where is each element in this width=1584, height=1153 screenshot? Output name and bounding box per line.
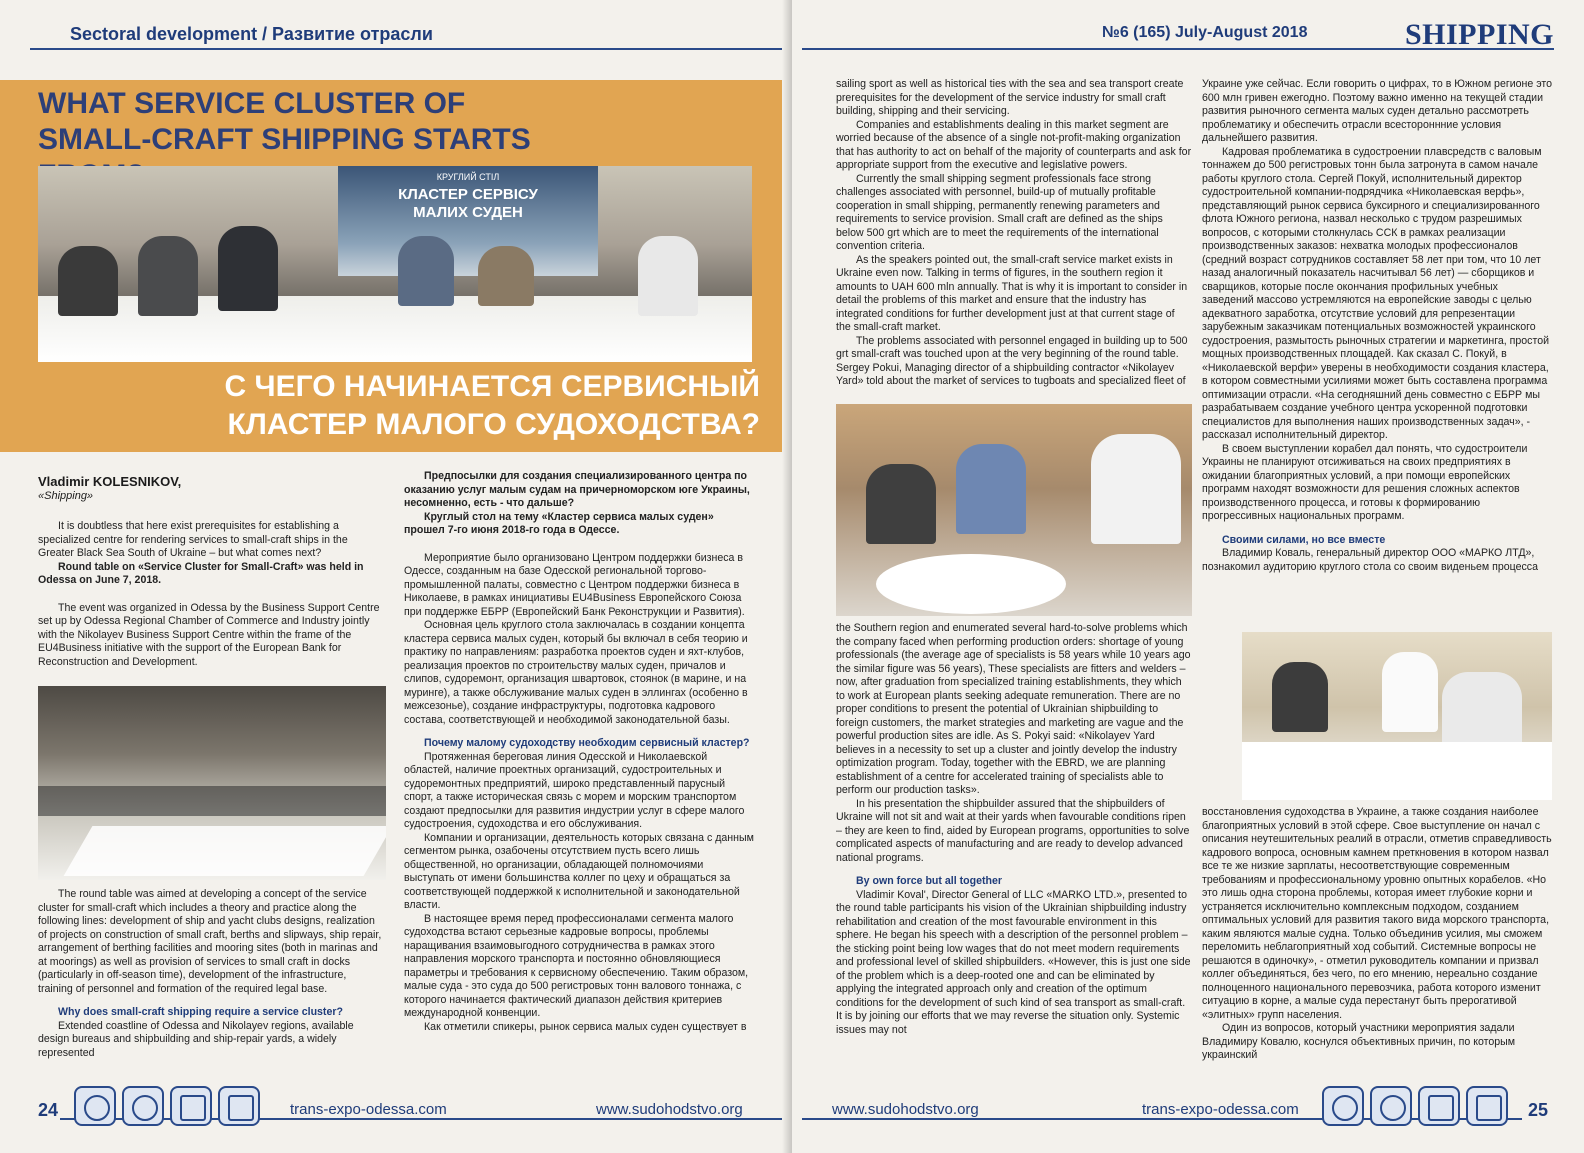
footer-link-sudohodstvo[interactable]: www.sudohodstvo.org: [832, 1101, 979, 1118]
paragraph: Компании и организации, деятельность которых связана с данным сегментом рынка, озабочены отсутствием пусть всего лишь общественной, но организации, обладающей полномочиями выступать от имени большинства коллег по цеху и обращаться за соответствующей поддержкой к исполнительной и законодательной власти.: [404, 831, 754, 911]
paragraph: Companies and establishments dealing in this market segment are worried because of the absence of a single not-profit-making organization that has authority to act on behalf of the majority of counterparts and ask for appropriate support from the executive and legislative powers.: [836, 118, 1192, 171]
paragraph: В своем выступлении корабел дал понять, что судостроители Украины не планируют отсиживаться на своих предприятиях в ожидании благоприятных условий, а при помощи европейских программ находят возможности для решения сложных аспектов производственного процесса, и готовы к формированию прогрессивных национальных программ.: [1202, 442, 1528, 522]
participant-figure: [866, 464, 936, 544]
paragraph: Владимир Коваль, генеральный директор ООО «МАРКО ЛТД», познакомил аудиторию круглого стола со своим виденьем процесса: [1202, 547, 1538, 573]
table-cloth: [64, 826, 386, 876]
paragraph: The problems associated with personnel engaged in building up to 500 grt small-craft was touched upon at the very beginning of the round table. Sergey Pokui, Managing director of a shipbuilding contractor «Nikolayev Yard» told about the market of services to tugboats and specialized fleet of: [836, 334, 1188, 387]
paragraph: It is doubtless that here exist prerequisites for establishing a specialized centre for rendering services to small-craft ships in the Greater Black Sea South of Ukraine – but what comes next?: [38, 520, 348, 559]
lead-paragraph: Круглый стол на тему «Кластер сервиса малых суден» прошел 7-го июня 2018-го года в Одессе.: [404, 510, 714, 536]
partner-logo: [1322, 1086, 1364, 1126]
table-cloth: [1242, 742, 1552, 800]
subheading: Почему малому судоходству необходим сервисный кластер?: [424, 737, 750, 749]
participant-figure: [638, 236, 698, 316]
partner-logo: [218, 1086, 260, 1126]
headline-russian: С ЧЕГО НАЧИНАЕТСЯ СЕРВИСНЫЙ КЛАСТЕР МАЛОГО СУДОХОДСТВА?: [224, 370, 760, 441]
paragraph: Основная цель круглого стола заключалась в создании концепта кластера сервиса малых суден, который бы включал в себя теорию и практику по направлениям: разработка проектов суден и яхт-клубов, реализация проектов по строительству малых суден, причалов и слипов, судоремонт, организация швартовок, стоянок (в марине, и на муринге), а также обслуживание малых суден в эллингах (особенно в межсезонье), создание инфраструктуры, подготовка кадрового состава, соответствующей и необходимой законодательной базы.: [404, 619, 748, 726]
column-russian-right-top: [1202, 78, 1552, 574]
paragraph: sailing sport as well as historical ties with the sea and sea transport create prerequisites for the development of the service industry for small craft building, shipping and their servicing.: [836, 78, 1184, 117]
participant-figure: [956, 444, 1026, 534]
issue-info: №6 (165) July-August 2018: [1102, 24, 1308, 41]
header-rule: [30, 48, 782, 50]
footer-link-sudohodstvo[interactable]: www.sudohodstvo.org: [596, 1101, 743, 1118]
column-english-right-top: [836, 78, 1192, 389]
participant-figure: [138, 236, 198, 316]
participant-figure: [478, 246, 534, 306]
audience-row: [38, 786, 386, 816]
paragraph: Один из вопросов, который участники мероприятия задали Владимиру Ковалю, коснулся объективных причин, по которым украинский: [1202, 1022, 1516, 1061]
paragraph: As the speakers pointed out, the small-craft service market exists in Ukraine even now. Talking in terms of figures, in the southern region it amounts to UAH 600 mln annually. That is why it is important to consider in detail the problems of this market and ensure that the industry has integrated conditions for further development just at that current stage of the small-craft market.: [836, 253, 1188, 333]
paragraph: Vladimir Koval', Director General of LLC «MARKO LTD.», presented to the round table participants his vision of the Ukrainian shipbuilding industry rehabilitation and creation of the most favourable environment in this sphere. He began his speech with a description of the personnel problem – the sticking point being low wages that do not meet modern requirements and professional level of skilled shipbuilders. «However, this is just one side of the problem which is a deep-rooted one and can be eliminated by applying the integrated approach only and creation of the optimum conditions for the development of such kind of sea transport as small-craft. It is by joining our efforts that we may reverse the situation only. Systemic issues may not: [836, 888, 1191, 1036]
column-russian-right-bottom: [1202, 806, 1552, 1063]
participant-figure: [1272, 662, 1328, 732]
banner-screen: [338, 166, 598, 276]
round-table-photo-hall: [38, 686, 386, 880]
paragraph: Кадровая проблематика в судостроении плавсредств с валовым тоннажем до 500 регистровых тонн была затронута в самом начале работы круглого стола. Сергей Покуй, исполнительный директор судостроительной компании-подрядчика «Николаевская верфь», представляющий рынок сервиса буксирного и специализированного флота Южного региона, назвал несколько с трудом разрешимых вопросов, с которыми столкнулась ССК в рамках реализации производственных заказов: нехватка молодых профессионалов (средний возраст сотрудников составляет 58 лет при том, что 10 лет назад аналогичный показатель насчитывал 56 лет) — сборщиков и сварщиков, которые после окончания профильных учебных заведений массово устремляются на европейские заводы с целью адекватного заработка, отсутствие условий для репрезентации зарубежным заказчикам потенциальных возможностей украинского судостроения, размытость рыночных стратегии и маркетинга, простой мощных производственных площадей. Как сказал С. Покуй, в «Николаевской верфи» уверены в необходимости создания кластера, в котором совместными усилиями может быть составлена программа оптимизации отрасли. «На сегодняшний день совместно с ЕБРР мы разрабатываем создание учебного центра ускоренной подготовки специалистов для выполнения наших производственных задач», - рассказал исполнительный директор.: [1202, 145, 1550, 441]
partner-logo: [1370, 1086, 1412, 1126]
table-cloth: [876, 554, 1066, 614]
footer-link-trans-expo[interactable]: trans-expo-odessa.com: [290, 1101, 447, 1118]
footer-link-trans-expo[interactable]: trans-expo-odessa.com: [1142, 1101, 1299, 1118]
participant-figure: [58, 246, 118, 316]
partner-logo: [122, 1086, 164, 1126]
subheading: Why does small-craft shipping require a service cluster?: [58, 1006, 343, 1018]
participant-figure: [218, 226, 278, 311]
paragraph: Round table on «Service Cluster for Small-Craft» was held in Odessa on June 7, 2018.: [38, 560, 364, 586]
paragraph: Currently the small shipping segment professionals face strong challenges associated with personnel, build-up of mutually profitable cooperation in small shipping, permanently renewing parameters and requirements to service provision. Small craft are defined as the ships below 500 grt which are to meet the requirements of the international convention criteria.: [836, 172, 1163, 252]
paragraph: The event was organized in Odessa by the Business Support Centre set up by Odessa Regional Chamber of Commerce and Industry jointly with the Nikolayev Business Support Centre within the frame of the EU4Business initiative with the support of the European Bank for Reconstruction and Development.: [38, 601, 380, 668]
lead-paragraph: Предпосылки для создания специализированного центра по оказанию услуг малым судам на причерноморском юге Украины, несомненно, есть - что дальше?: [404, 470, 750, 509]
paragraph: Extended coastline of Odessa and Nikolayev regions, available design bureaus and shipbuilding and ship-repair yards, a widely represented: [38, 1019, 354, 1059]
page-number-left: 24: [38, 1100, 59, 1120]
paragraph: Как отметили спикеры, рынок сервиса малых суден существует в: [424, 1020, 747, 1033]
right-page: [792, 0, 1584, 1153]
paragraph: The round table was aimed at developing a concept of the service cluster for small-craft which includes a theory and practice along the following lines: development of ship and yacht clubs designs, realization of projects on construction of small craft, berths and slipways, ship repair, arrangement of berthing facilities and mooring sites (both in marinas and at moorings) as well as provision of services to small craft in docks (particularly in off-season time), development of the infrastructure, training of personnel and formation of the required legal base.: [38, 888, 382, 995]
author-source: «Shipping»: [38, 490, 94, 502]
subheading: Своими силами, но все вместе: [1222, 533, 1386, 546]
paragraph: Мероприятие было организовано Центром поддержки бизнеса в Одессе, созданным на базе Одесской региональной торгово-промышленной палаты, совместно с Центром поддержки бизнеса в Николаеве, в рамках инициативы EU4Business Европейского Союза при поддержке ЕБРР (Европейский Банк Реконструкции и Развития).: [404, 551, 745, 618]
participant-figure: [1442, 672, 1522, 752]
banner-text-3: МАЛИХ СУДЕН: [413, 204, 523, 221]
magazine-name: SHIPPING: [1404, 18, 1554, 51]
participant-figure: [398, 236, 454, 306]
paragraph: Украине уже сейчас. Если говорить о цифрах, то в Южном регионе это 600 млн гривен ежегодно. Поэтому важно именно на текущей стадии развития рыночного сегмента малых суден детально рассмотреть проблематику и обеспечить отрасли всестороннние условия дальнейшего развития.: [1202, 78, 1552, 144]
author-name: Vladimir KOLESNIKOV,: [38, 474, 182, 489]
participant-figure: [1091, 434, 1181, 544]
paragraph: In his presentation the shipbuilder assured that the shipbuilders of Ukraine will not sit and wait at their yards when favourable conditions ripen – they are keen to find, aided by European programs, opportunities to solve complicated aspects of manufacturing and are ready to develop advanced national programs.: [836, 797, 1190, 864]
partner-logo: [1466, 1086, 1508, 1126]
paragraph: восстановления судоходства в Украине, а также создания наиболее благоприятных условий в этой сфере. Свое выступление он начал с описания неутешительных реалий в отрасли, отметив справедливость кадрового вопроса, основным камнем преткновения в котором назвал все те же низкие зарплаты, несоответствующие современным требованиям и профессиональному уровню опытных корабелов. «Но это лишь одна сторона проблемы, которая имеет глубокие корни и устраняется исключительно комплексным подходом, созданием оптимальных условий для развития такого вида морского транспорта, каким являются малые судна. Только объединив усилия, мы сможем переломить неблагоприятный ход событий. Системные вопросы не решаются в одиночку», - отметил руководитель компании и призвал коллег объединяться, без чего, по его мнению, нереально создание полноценного национального перевозчика, работа которого изменит ситуацию в корне, а малые суда перестанут быть прерогативой «элитных» групп населения.: [1202, 806, 1552, 1021]
column-russian-left: [404, 470, 754, 1034]
subheading: By own force but all together: [856, 875, 1002, 887]
round-table-photo-main: [38, 166, 752, 362]
partner-logos: [1322, 1086, 1508, 1126]
partner-logos: [74, 1086, 260, 1126]
banner-text-2: КЛАСТЕР СЕРВІСУ: [398, 186, 538, 203]
round-table-photo-panel: [1242, 632, 1552, 800]
headline-english: WHAT SERVICE CLUSTER OF SMALL-CRAFT SHIPPING STARTS: [38, 87, 531, 156]
paragraph: В настоящее время перед профессионалами сегмента малого судоходства встают серьезные кадровые вопросы, проблемы наращивания взаимовыгодного сотрудничества в рамках этого направления морского транспорта и постоянно обновляющиеся параметры и требования к сервисному обеспечению. Таким образом, малые суда - это суда до 500 регистровых тонн валового тоннажа, с которого начинается фактический диапазон действия критериев международной конвенции.: [404, 912, 749, 1019]
column-english-right-bottom: [836, 622, 1192, 1037]
partner-logo: [74, 1086, 116, 1126]
page-number-right: 25: [1528, 1100, 1549, 1120]
column-english-left-bottom: [38, 888, 383, 1060]
paragraph: the Southern region and enumerated several hard-to-solve problems which the company faced when performing production orders: shortage of young professionals (the average age of specialists is 58 years while 10 years ago the similar figure was 56 years), These specialists are fitters and welders – now, after graduation from specialized training establishments, they which to work at European plants seeking adequate remuneration. There are no proper conditions to present the potential of Ukrainian shipbuilding to foreign customers, the market strategies and marketing are vague and the powerful production sites are idle. As S. Pokyi said: «Nikolayev Yard believes in a necessity to set up a cluster and jointly develop the industry optimization program. Today, together with the EBRD, we are planning establishment of a centre for accelerated training of specialists able to perform our production tasks».: [836, 622, 1191, 796]
partner-logo: [170, 1086, 212, 1126]
column-english-left-top: [38, 520, 383, 669]
section-title: Sectoral development / Развитие отрасли: [70, 24, 433, 44]
partner-logo: [1418, 1086, 1460, 1126]
participant-figure: [1382, 652, 1438, 732]
paragraph: Протяженная береговая линия Одесской и Николаевской областей, наличие проектных организаций, судостроительных и судоремонтных предприятий, широко представленный парусный спорт, а также историческая связь с морем и морским транспортом создают предпосылки для развития индустрии услуг в сфере малого судостроения, судоходства и его обслуживания.: [404, 750, 745, 830]
banner-text-1: КРУГЛИЙ СТІЛ: [436, 172, 500, 182]
round-table-photo-speakers: [836, 404, 1192, 616]
